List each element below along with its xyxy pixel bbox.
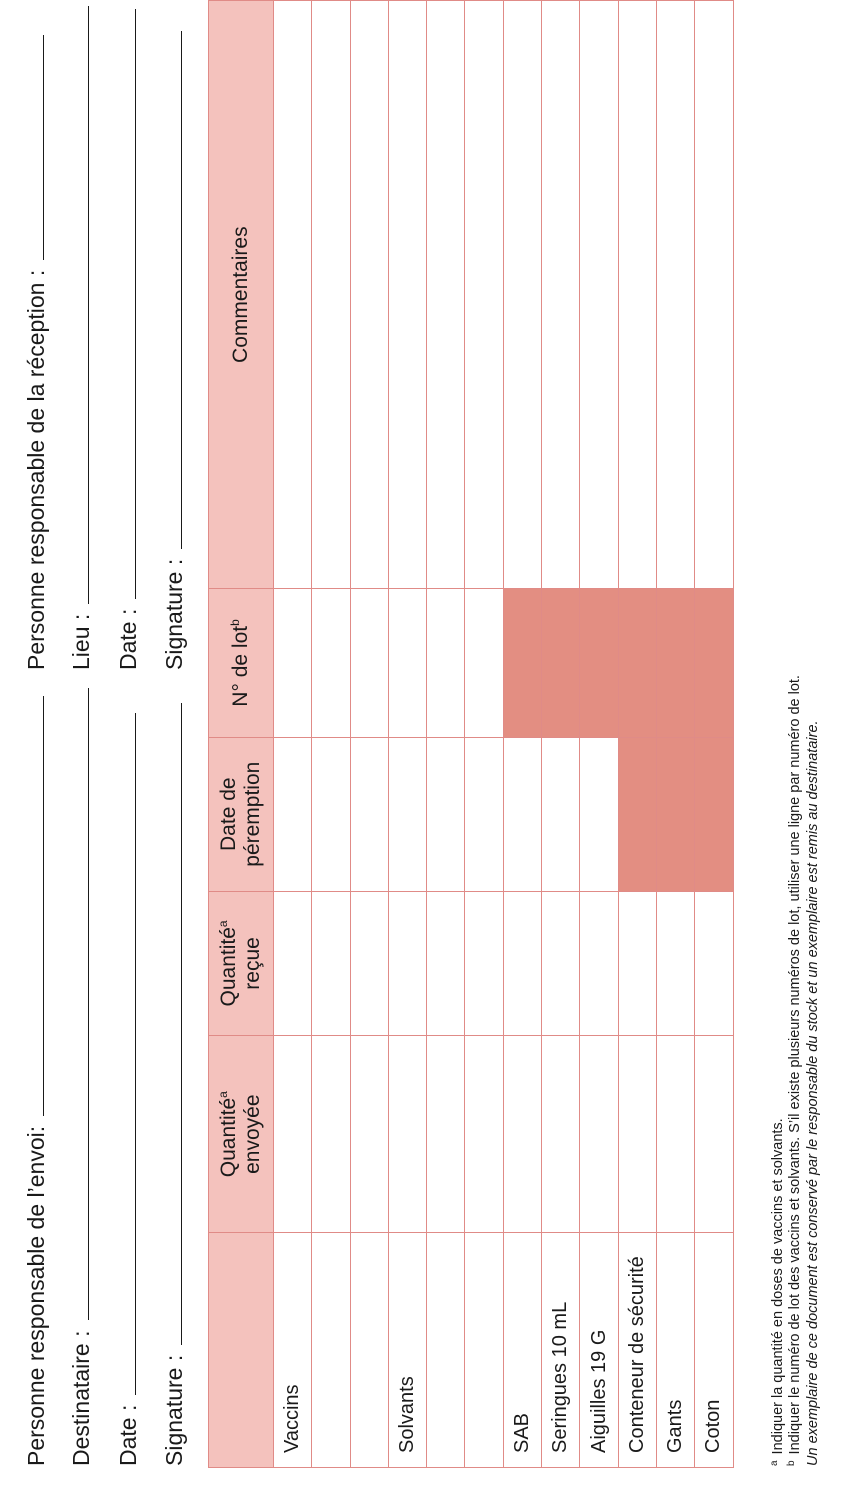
receiver-date-line[interactable] (135, 9, 136, 599)
footnotes (770, 675, 822, 1466)
table-row (465, 1, 503, 1468)
row-label: Gants (656, 1233, 694, 1468)
row-label: Seringues 10 mL (542, 1233, 580, 1468)
receiver-signature-label: Signature : (161, 558, 187, 670)
qty-received-cell[interactable] (542, 891, 580, 1035)
expiry-cell[interactable] (312, 737, 350, 891)
sender-signature-field (163, 703, 186, 1466)
qty-sent-cell[interactable] (542, 1035, 580, 1232)
header-expiry-date: Date de péremption (209, 737, 274, 891)
row-label (465, 1233, 503, 1468)
receiver-date-label: Date : (115, 608, 141, 670)
row-label: Coton (695, 1233, 733, 1468)
table-row (503, 1, 541, 1468)
qty-received-cell[interactable] (580, 891, 618, 1035)
lot-cell[interactable] (465, 589, 503, 737)
receiver-responsible-line[interactable] (43, 35, 44, 260)
header-empty (209, 1233, 274, 1468)
distribution-note: Un exemplaire de ce document est conservé par le responsable du stock et un exemplaire est remis au destinataire. (804, 720, 821, 1466)
table-row (388, 1, 426, 1468)
qty-sent-cell[interactable] (580, 1035, 618, 1232)
expiry-cell[interactable] (465, 737, 503, 891)
place-field (70, 6, 93, 670)
header-lot-number: N° de lot$^b$ (209, 589, 274, 737)
receiver-date-field (117, 9, 140, 670)
lot-cell (695, 589, 733, 737)
qty-sent-cell[interactable] (503, 1035, 541, 1232)
comments-cell[interactable] (695, 1, 733, 589)
footnote-a-marker: a (769, 1460, 780, 1466)
recipient-line[interactable] (88, 688, 89, 1320)
lot-cell[interactable] (388, 589, 426, 737)
table-row (312, 1, 350, 1468)
expiry-cell[interactable] (274, 737, 312, 891)
table-row (580, 1, 618, 1468)
header-qty-sent: Quantité$^a$ envoyée (209, 1035, 274, 1232)
row-label (427, 1233, 465, 1468)
comments-cell[interactable] (465, 1, 503, 589)
comments-cell[interactable] (542, 1, 580, 589)
footnote-b-marker: b (786, 1460, 798, 1466)
receiver-responsible-field (25, 35, 48, 670)
lot-cell[interactable] (274, 589, 312, 737)
expiry-cell (656, 737, 694, 891)
comments-cell[interactable] (350, 1, 388, 589)
expiry-cell[interactable] (427, 737, 465, 891)
lot-cell[interactable] (312, 589, 350, 737)
qty-received-cell[interactable] (350, 891, 388, 1035)
qty-sent-cell[interactable] (656, 1035, 694, 1232)
receiver-signature-line[interactable] (181, 31, 182, 549)
sender-responsible-label: Personne responsable de l’envoi: (23, 1125, 49, 1466)
qty-received-cell[interactable] (695, 891, 733, 1035)
footnote-a (770, 675, 787, 1466)
qty-received-cell[interactable] (427, 891, 465, 1035)
expiry-cell[interactable] (503, 737, 541, 891)
recipient-field (70, 688, 93, 1466)
expiry-cell[interactable] (580, 737, 618, 891)
row-label: Vaccins (274, 1233, 312, 1468)
qty-received-cell[interactable] (388, 891, 426, 1035)
row-label: Conteneur de sécurité (618, 1233, 656, 1468)
row-label (350, 1233, 388, 1468)
qty-sent-cell[interactable] (388, 1035, 426, 1232)
table-header-row (209, 1, 274, 1468)
qty-sent-cell[interactable] (312, 1035, 350, 1232)
qty-received-cell[interactable] (312, 891, 350, 1035)
qty-sent-cell[interactable] (350, 1035, 388, 1232)
table-row (695, 1, 733, 1468)
row-label: Solvants (388, 1233, 426, 1468)
recipient-label: Destinataire : (68, 1330, 94, 1466)
expiry-cell[interactable] (542, 737, 580, 891)
table-row (618, 1, 656, 1468)
lot-cell[interactable] (350, 589, 388, 737)
lot-cell (580, 589, 618, 737)
receiver-signature-field (163, 31, 186, 670)
qty-received-cell[interactable] (465, 891, 503, 1035)
comments-cell[interactable] (388, 1, 426, 589)
qty-sent-cell[interactable] (618, 1035, 656, 1232)
table-row (274, 1, 312, 1468)
sender-date-label: Date : (115, 1404, 141, 1466)
qty-received-cell[interactable] (503, 891, 541, 1035)
row-label: Aiguilles 19 G (580, 1233, 618, 1468)
sender-signature-line[interactable] (181, 703, 182, 1345)
place-label: Lieu : (68, 613, 94, 670)
comments-cell[interactable] (427, 1, 465, 589)
lot-cell (618, 589, 656, 737)
table-row (656, 1, 694, 1468)
table-row (350, 1, 388, 1468)
sender-responsible-line[interactable] (43, 696, 44, 1116)
qty-sent-cell[interactable] (465, 1035, 503, 1232)
sender-date-field (117, 713, 140, 1466)
qty-received-cell[interactable] (656, 891, 694, 1035)
qty-sent-cell[interactable] (695, 1035, 733, 1232)
row-label: SAB (503, 1233, 541, 1468)
comments-cell[interactable] (274, 1, 312, 589)
expiry-cell[interactable] (388, 737, 426, 891)
row-label (312, 1233, 350, 1468)
footnote-b-text: Indiquer le numéro de lot des vaccins et solvants. S’il existe plusieurs numéros de lot, utiliser une ligne par numéro de lot. (787, 675, 804, 1455)
comments-cell[interactable] (580, 1, 618, 589)
place-line[interactable] (88, 6, 89, 604)
expiry-cell (695, 737, 733, 891)
sender-signature-label: Signature : (161, 1354, 187, 1466)
lot-cell (542, 589, 580, 737)
comments-cell[interactable] (656, 1, 694, 589)
lot-cell (503, 589, 541, 737)
comments-cell[interactable] (312, 1, 350, 589)
footnote-a-text: Indiquer la quantité en doses de vaccins et solvants. (770, 1118, 786, 1455)
qty-sent-cell[interactable] (427, 1035, 465, 1232)
qty-received-cell[interactable] (618, 891, 656, 1035)
header-comments: Commentaires (209, 1, 274, 589)
lot-cell (656, 589, 694, 737)
table-row (542, 1, 580, 1468)
receiver-responsible-label: Personne responsable de la réception : (23, 269, 49, 670)
sender-responsible-field (25, 696, 48, 1466)
comments-cell[interactable] (503, 1, 541, 589)
footnote-b (787, 675, 804, 1466)
expiry-cell[interactable] (350, 737, 388, 891)
lot-cell[interactable] (427, 589, 465, 737)
qty-received-cell[interactable] (274, 891, 312, 1035)
comments-cell[interactable] (618, 1, 656, 589)
expiry-cell (618, 737, 656, 891)
qty-sent-cell[interactable] (274, 1035, 312, 1232)
sender-date-line[interactable] (135, 713, 136, 1395)
table-row (427, 1, 465, 1468)
inventory-table (208, 0, 734, 1468)
header-qty-received: Quantité$^a$ reçue (209, 891, 274, 1035)
